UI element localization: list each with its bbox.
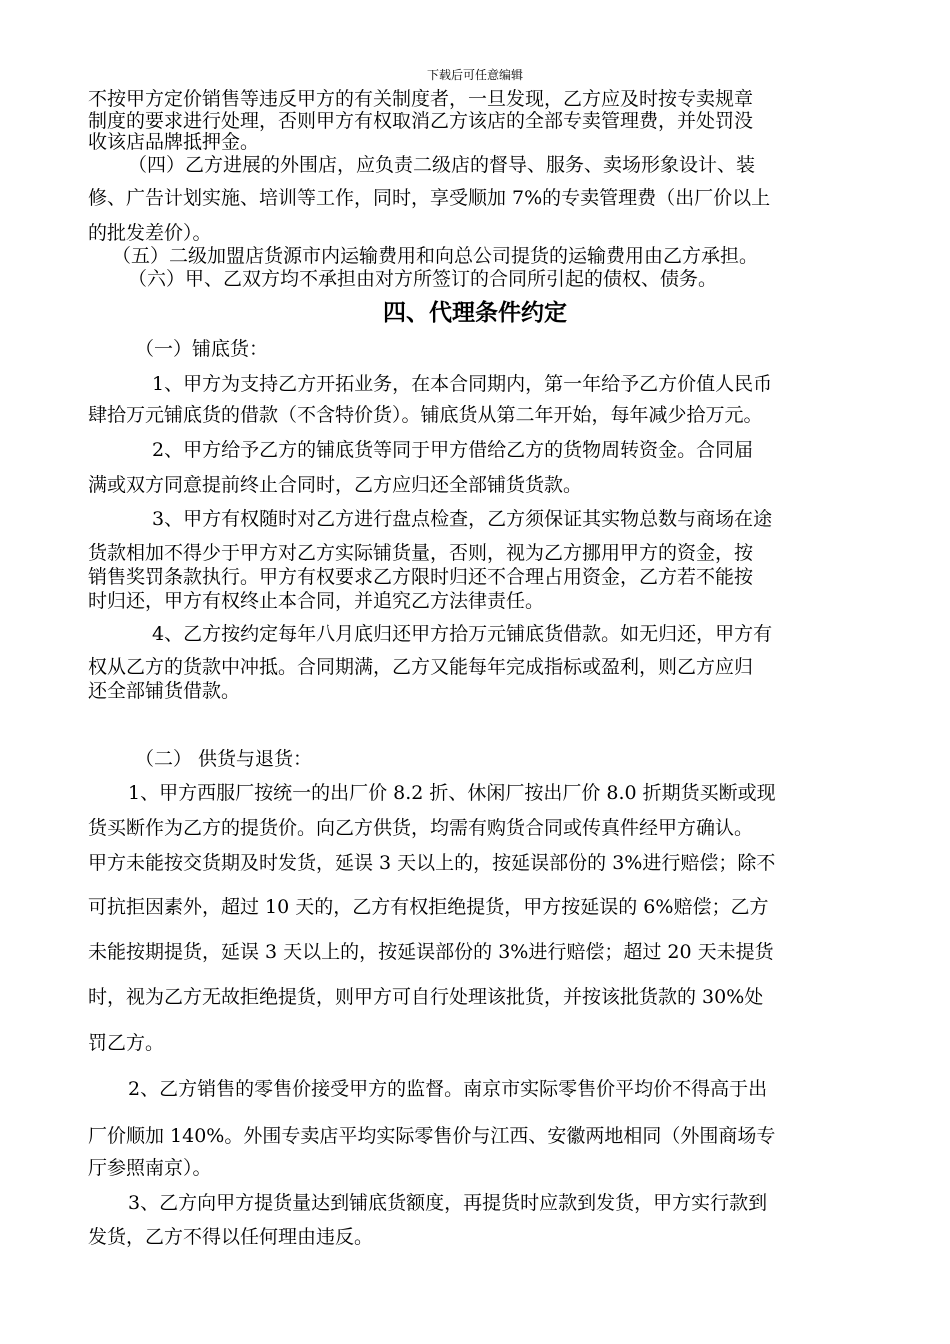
text-line: 3、甲方有权随时对乙方进行盘点检查，乙方须保证其实物总数与商场在途: [152, 508, 773, 530]
text-line: 2、乙方销售的零售价接受甲方的监督。南京市实际零售价平均价不得高于出: [128, 1078, 768, 1100]
text-line: 制度的要求进行处理，否则甲方有权取消乙方该店的全部专卖管理费，并处罚没: [88, 110, 754, 132]
text-line: 权从乙方的货款中冲抵。合同期满，乙方又能每年完成指标或盈利，则乙方应归: [88, 656, 754, 678]
text-line: 不按甲方定价销售等违反甲方的有关制度者，一旦发现，乙方应及时按专卖规章: [88, 88, 754, 110]
text-line: 1、甲方西服厂按统一的出厂价 8.2 折、休闲厂按出厂价 8.0 折期货买断或现: [128, 782, 776, 804]
text-line: （六）甲、乙双方均不承担由对方所签订的合同所引起的债权、债务。: [128, 268, 718, 290]
text-line: （四）乙方进展的外围店，应负责二级店的督导、服务、卖场形象设计、装: [128, 154, 756, 176]
text-line: 满或双方同意提前终止合同时，乙方应归还全部铺货货款。: [88, 474, 583, 496]
text-line: 还全部铺货借款。: [88, 680, 241, 702]
text-line: （二） 供货与退货：: [135, 748, 313, 770]
text-line: 未能按期提货，延误 3 天以上的，按延误部份的 3%进行赔偿；超过 20 天未提货: [88, 941, 774, 963]
text-line: 厅参照南京）。: [88, 1157, 212, 1179]
text-line: 时，视为乙方无故拒绝提货，则甲方可自行处理该批货，并按该批货款的 30%处: [88, 986, 764, 1008]
text-line: 销售奖罚条款执行。甲方有权要求乙方限时归还不合理占用资金，乙方若不能按: [88, 566, 754, 588]
text-line: 货款相加不得少于甲方对乙方实际铺货量，否则，视为乙方挪用甲方的资金，按: [88, 542, 754, 564]
text-line: 发货，乙方不得以任何理由违反。: [88, 1226, 374, 1248]
text-line: 4、乙方按约定每年八月底归还甲方拾万元铺底货借款。如无归还，甲方有: [152, 623, 773, 645]
text-line: 1、甲方为支持乙方开拓业务，在本合同期内，第一年给予乙方价值人民币: [152, 373, 773, 395]
text-line: （五）二级加盟店货源市内运输费用和向总公司提货的运输费用由乙方承担。: [112, 245, 759, 267]
text-line: 收该店品牌抵押金。: [88, 131, 260, 153]
section-heading: 四、代理条件约定: [383, 299, 567, 326]
text-line: 时归还，甲方有权终止本合同，并追究乙方法律责任。: [88, 590, 545, 612]
text-line: 甲方未能按交货期及时发货，延误 3 天以上的，按延误部份的 3%进行赔偿；除不: [88, 852, 776, 874]
text-line: 修、广告计划实施、培训等工作，同时，享受顺加 7%的专卖管理费（出厂价以上: [88, 187, 771, 209]
text-line: 货买断作为乙方的提货价。向乙方供货，均需有购货合同或传真件经甲方确认。: [88, 817, 754, 839]
page-header: 下载后可任意编辑: [426, 68, 523, 82]
text-line: 的批发差价）。: [88, 222, 212, 244]
text-line: 可抗拒因素外，超过 10 天的，乙方有权拒绝提货，甲方按延误的 6%赔偿；乙方: [88, 896, 769, 918]
text-line: （一）铺底货：: [135, 338, 269, 360]
text-line: 肆拾万元铺底货的借款（不含特价货）。铺底货从第二年开始，每年减少拾万元。: [88, 404, 763, 426]
text-line: 罚乙方。: [88, 1032, 165, 1054]
text-line: 厂价顺加 140%。外围专卖店平均实际零售价与江西、安徽两地相同（外围商场专: [88, 1125, 776, 1147]
text-line: 3、乙方向甲方提货量达到铺底货额度，再提货时应款到发货，甲方实行款到: [128, 1192, 768, 1214]
text-line: 2、甲方给予乙方的铺底货等同于甲方借给乙方的货物周转资金。合同届: [152, 439, 754, 461]
